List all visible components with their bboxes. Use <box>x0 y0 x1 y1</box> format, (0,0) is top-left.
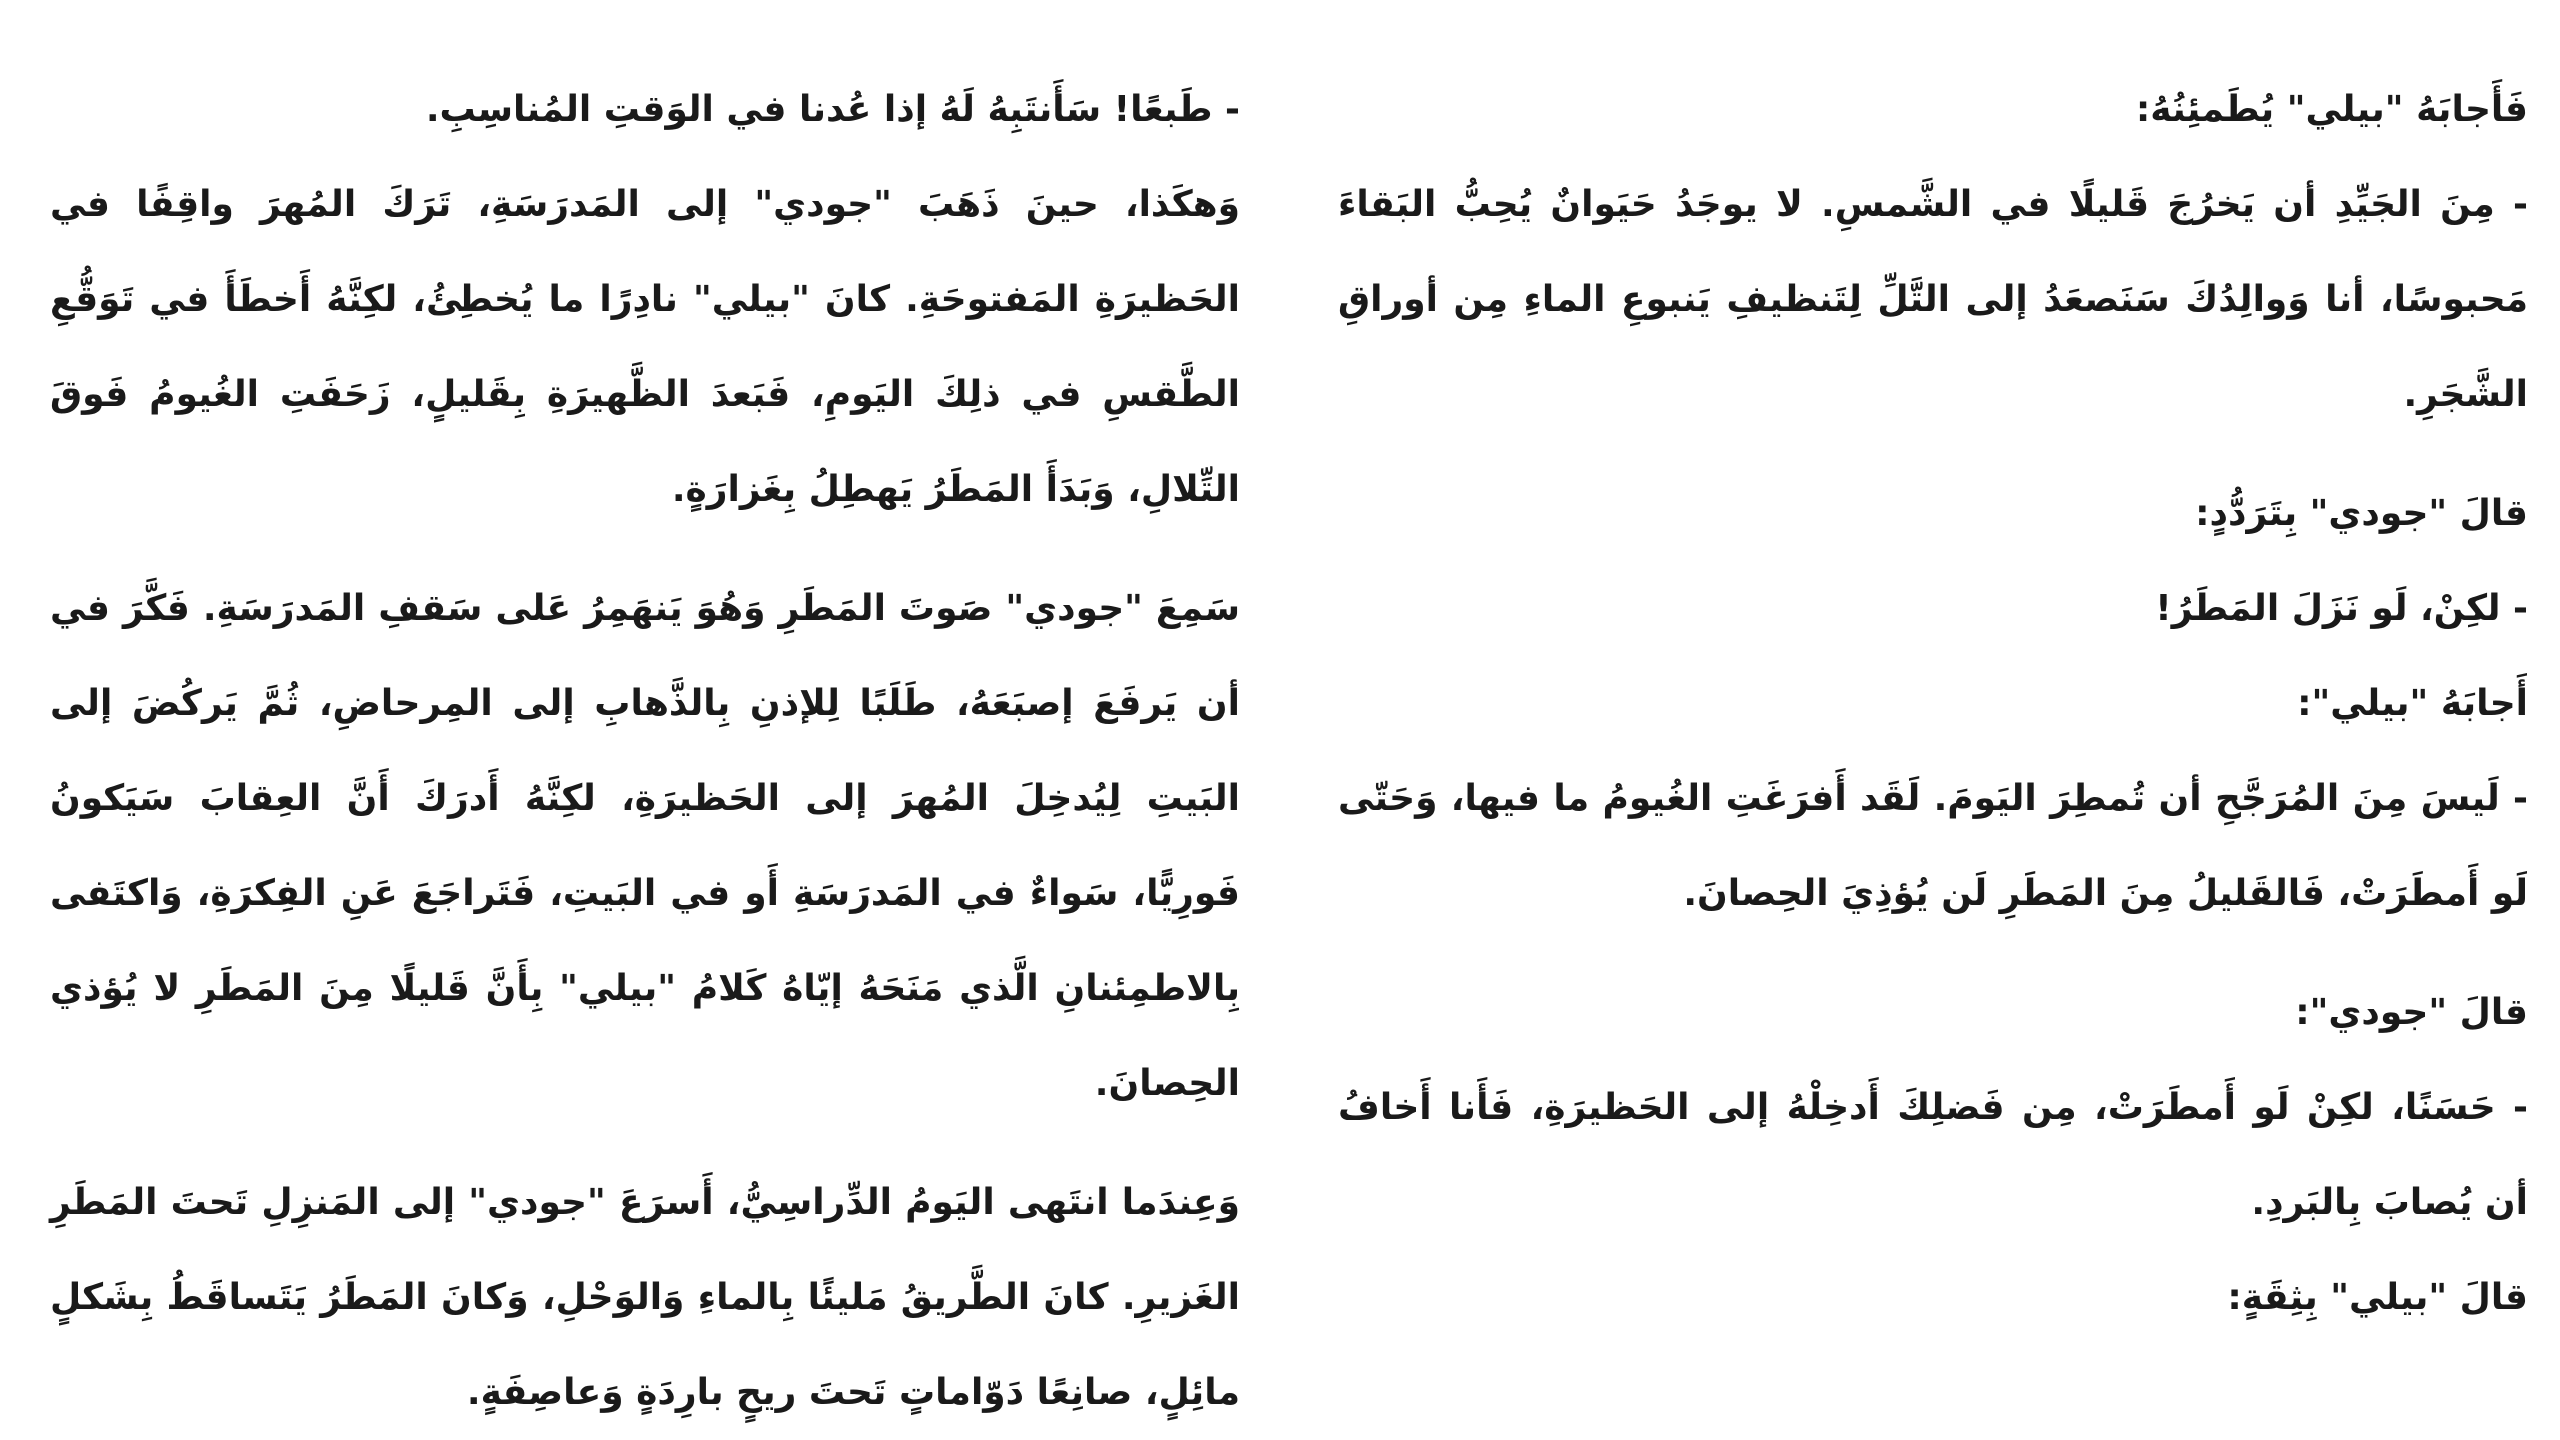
paragraph: قالَ "بيلي" بِثِقَةٍ: <box>2227 1277 2528 1318</box>
paragraph: فَأَجابَهُ "بيلي" يُطَمئِنُهُ: <box>2135 89 2528 130</box>
paragraph: سَمِعَ "جودي" صَوتَ المَطَرِ وَهُوَ يَنهَمِرُ عَلى سَقفِ المَدرَسَةِ. فَكَّرَ في أن يَرفَعَ إصبَعَهُ، طَلَبًا لِلإذنِ بِالذَّهابِ إلى المِرحاضِ، ثُمَّ يَركُضَ إلى البَيتِ لِيُدخِلَ المُهرَ إلى الحَظيرَةِ، لكِنَّهُ أَدرَكَ أَنَّ العِقابَ سَيَكونُ فَورِيًّا، سَواءٌ في المَدرَسَةِ أَو في البَيتِ، فَتَراجَعَ عَنِ الفِكرَةِ، وَاكتَفى بِالاطمِئنانِ الَّذي مَنَحَهُ إيّاهُ كَلامُ "بيلي" بِأَنَّ قَليلًا مِنَ المَطَرِ لا يُؤذي الحِصانَ. <box>50 588 1240 1104</box>
paragraph: - طَبعًا! سَأَنتَبِهُ لَهُ إذا عُدنا في الوَقتِ المُناسِبِ. <box>425 89 1240 130</box>
paragraph: قالَ "جودي": <box>2295 992 2528 1033</box>
paragraph: - حَسَنًا، لكِنْ لَو أَمطَرَتْ، مِن فَضلِكَ أَدخِلْهُ إلى الحَظيرَةِ، فَأَنا أَخافُ أن يُصابَ بِالبَردِ. <box>1338 1087 2528 1223</box>
paragraph: قالَ "جودي" بِتَرَدُّدٍ: <box>2195 493 2528 534</box>
paragraph: - مِنَ الجَيِّدِ أن يَخرُجَ قَليلًا في الشَّمسِ. لا يوجَدُ حَيَوانٌ يُحِبُّ البَقاءَ مَحبوسًا، أنا وَوالِدُكَ سَنَصعَدُ إلى التَّلِّ لِتَنظيفِ يَنبوعِ الماءِ مِن أوراقِ الشَّجَرِ. <box>1338 184 2528 415</box>
text-column-left <box>50 62 1240 1440</box>
text-column-right <box>1338 62 2528 1345</box>
paragraph: وَعِندَما انتَهى اليَومُ الدِّراسِيُّ، أَسرَعَ "جودي" إلى المَنزِلِ تَحتَ المَطَرِ الغَزيرِ. كانَ الطَّريقُ مَليئًا بِالماءِ وَالوَحْلِ، وَكانَ المَطَرُ يَتَساقَطُ بِشَكلٍ مائِلٍ، صانِعًا دَوّاماتٍ تَحتَ ريحٍ بارِدَةٍ وَعاصِفَةٍ. <box>50 1182 1240 1413</box>
paragraph: وَهكَذا، حينَ ذَهَبَ "جودي" إلى المَدرَسَةِ، تَرَكَ المُهرَ واقِفًا في الحَظيرَةِ المَفتوحَةِ. كانَ "بيلي" نادِرًا ما يُخطِئُ، لكِنَّهُ أَخطَأَ في تَوَقُّعِ الطَّقسِ في ذلِكَ اليَومِ، فَبَعدَ الظَّهيرَةِ بِقَليلٍ، زَحَفَتِ الغُيومُ فَوقَ التِّلالِ، وَبَدَأَ المَطَرُ يَهطِلُ بِغَزارَةٍ. <box>50 184 1240 510</box>
paragraph: - لَيسَ مِنَ المُرَجَّحِ أن تُمطِرَ اليَومَ. لَقَد أَفرَغَتِ الغُيومُ ما فيها، وَحَتّى لَو أَمطَرَتْ، فَالقَليلُ مِنَ المَطَرِ لَن يُؤذِيَ الحِصانَ. <box>1338 778 2528 914</box>
paragraph: أَجابَهُ "بيلي": <box>2297 683 2528 724</box>
paragraph: - لكِنْ، لَو نَزَلَ المَطَرُ! <box>2155 588 2528 629</box>
